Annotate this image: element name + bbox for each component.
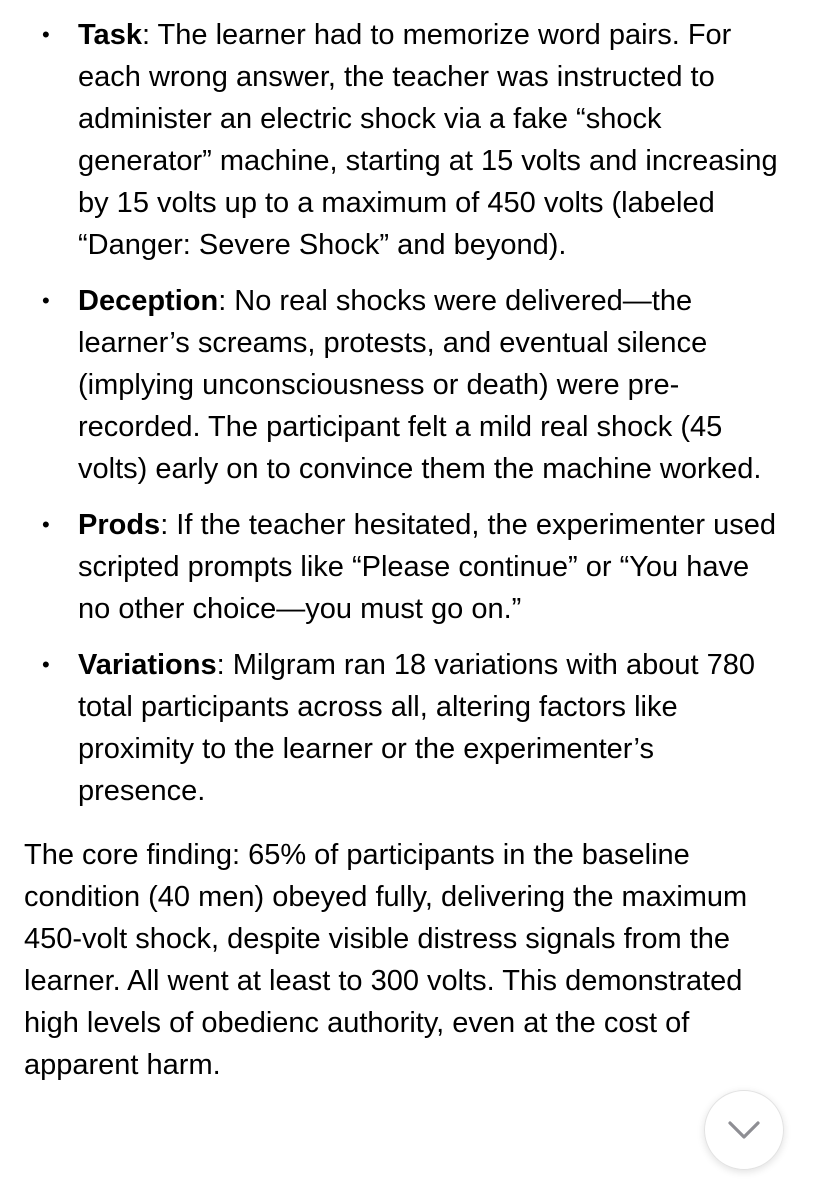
list-item bbox=[24, 504, 786, 630]
bullet-text: : The learner had to memorize word pairs. For each wrong answer, the teacher was instructed to administer an electric shock via a fake “shock generator” machine, starting at 15 volts and increasing by 15 volts up to a maximum of 450 volts (labeled “Danger: Severe Shock” and beyond). bbox=[78, 19, 778, 261]
chevron-down-icon bbox=[727, 1120, 761, 1140]
list-item bbox=[24, 280, 786, 490]
bullet-text: : No real shocks were delivered—the learner’s screams, protests, and eventual silence (implying unconsciousness or death) were pre-recorded. The participant felt a mild real shock (45 volts) early on to convince them the machine worked. bbox=[78, 285, 762, 485]
list-item bbox=[24, 14, 786, 266]
bullet-list bbox=[24, 14, 786, 812]
bullet-marker: • bbox=[42, 288, 50, 313]
scroll-to-bottom-button[interactable] bbox=[704, 1090, 784, 1170]
bullet-marker: • bbox=[42, 22, 50, 47]
list-item bbox=[24, 644, 786, 812]
message-content bbox=[24, 14, 786, 1086]
bullet-term: Variations bbox=[78, 649, 217, 681]
bullet-term: Prods bbox=[78, 509, 161, 541]
bullet-term: Task bbox=[78, 19, 142, 51]
summary-paragraph: The core finding: 65% of participants in the baseline condition (40 men) obeyed fully, delivering the maximum 450-volt shock, despite visible distress signals from the learner. All went at least to 300 volts. This demonstrated high levels of obedienc authority, even at the cost of apparent harm. bbox=[24, 839, 748, 1081]
bullet-marker: • bbox=[42, 512, 50, 537]
bullet-text: : Milgram ran 18 variations with about 780 total participants across all, altering factors like proximity to the learner or the experimenter’s presence. bbox=[78, 649, 756, 807]
bullet-text: : If the teacher hesitated, the experimenter used scripted prompts like “Please continue” or “You have no other choice—you must go on.” bbox=[78, 509, 776, 625]
bullet-marker: • bbox=[42, 652, 50, 677]
bullet-term: Deception bbox=[78, 285, 219, 317]
